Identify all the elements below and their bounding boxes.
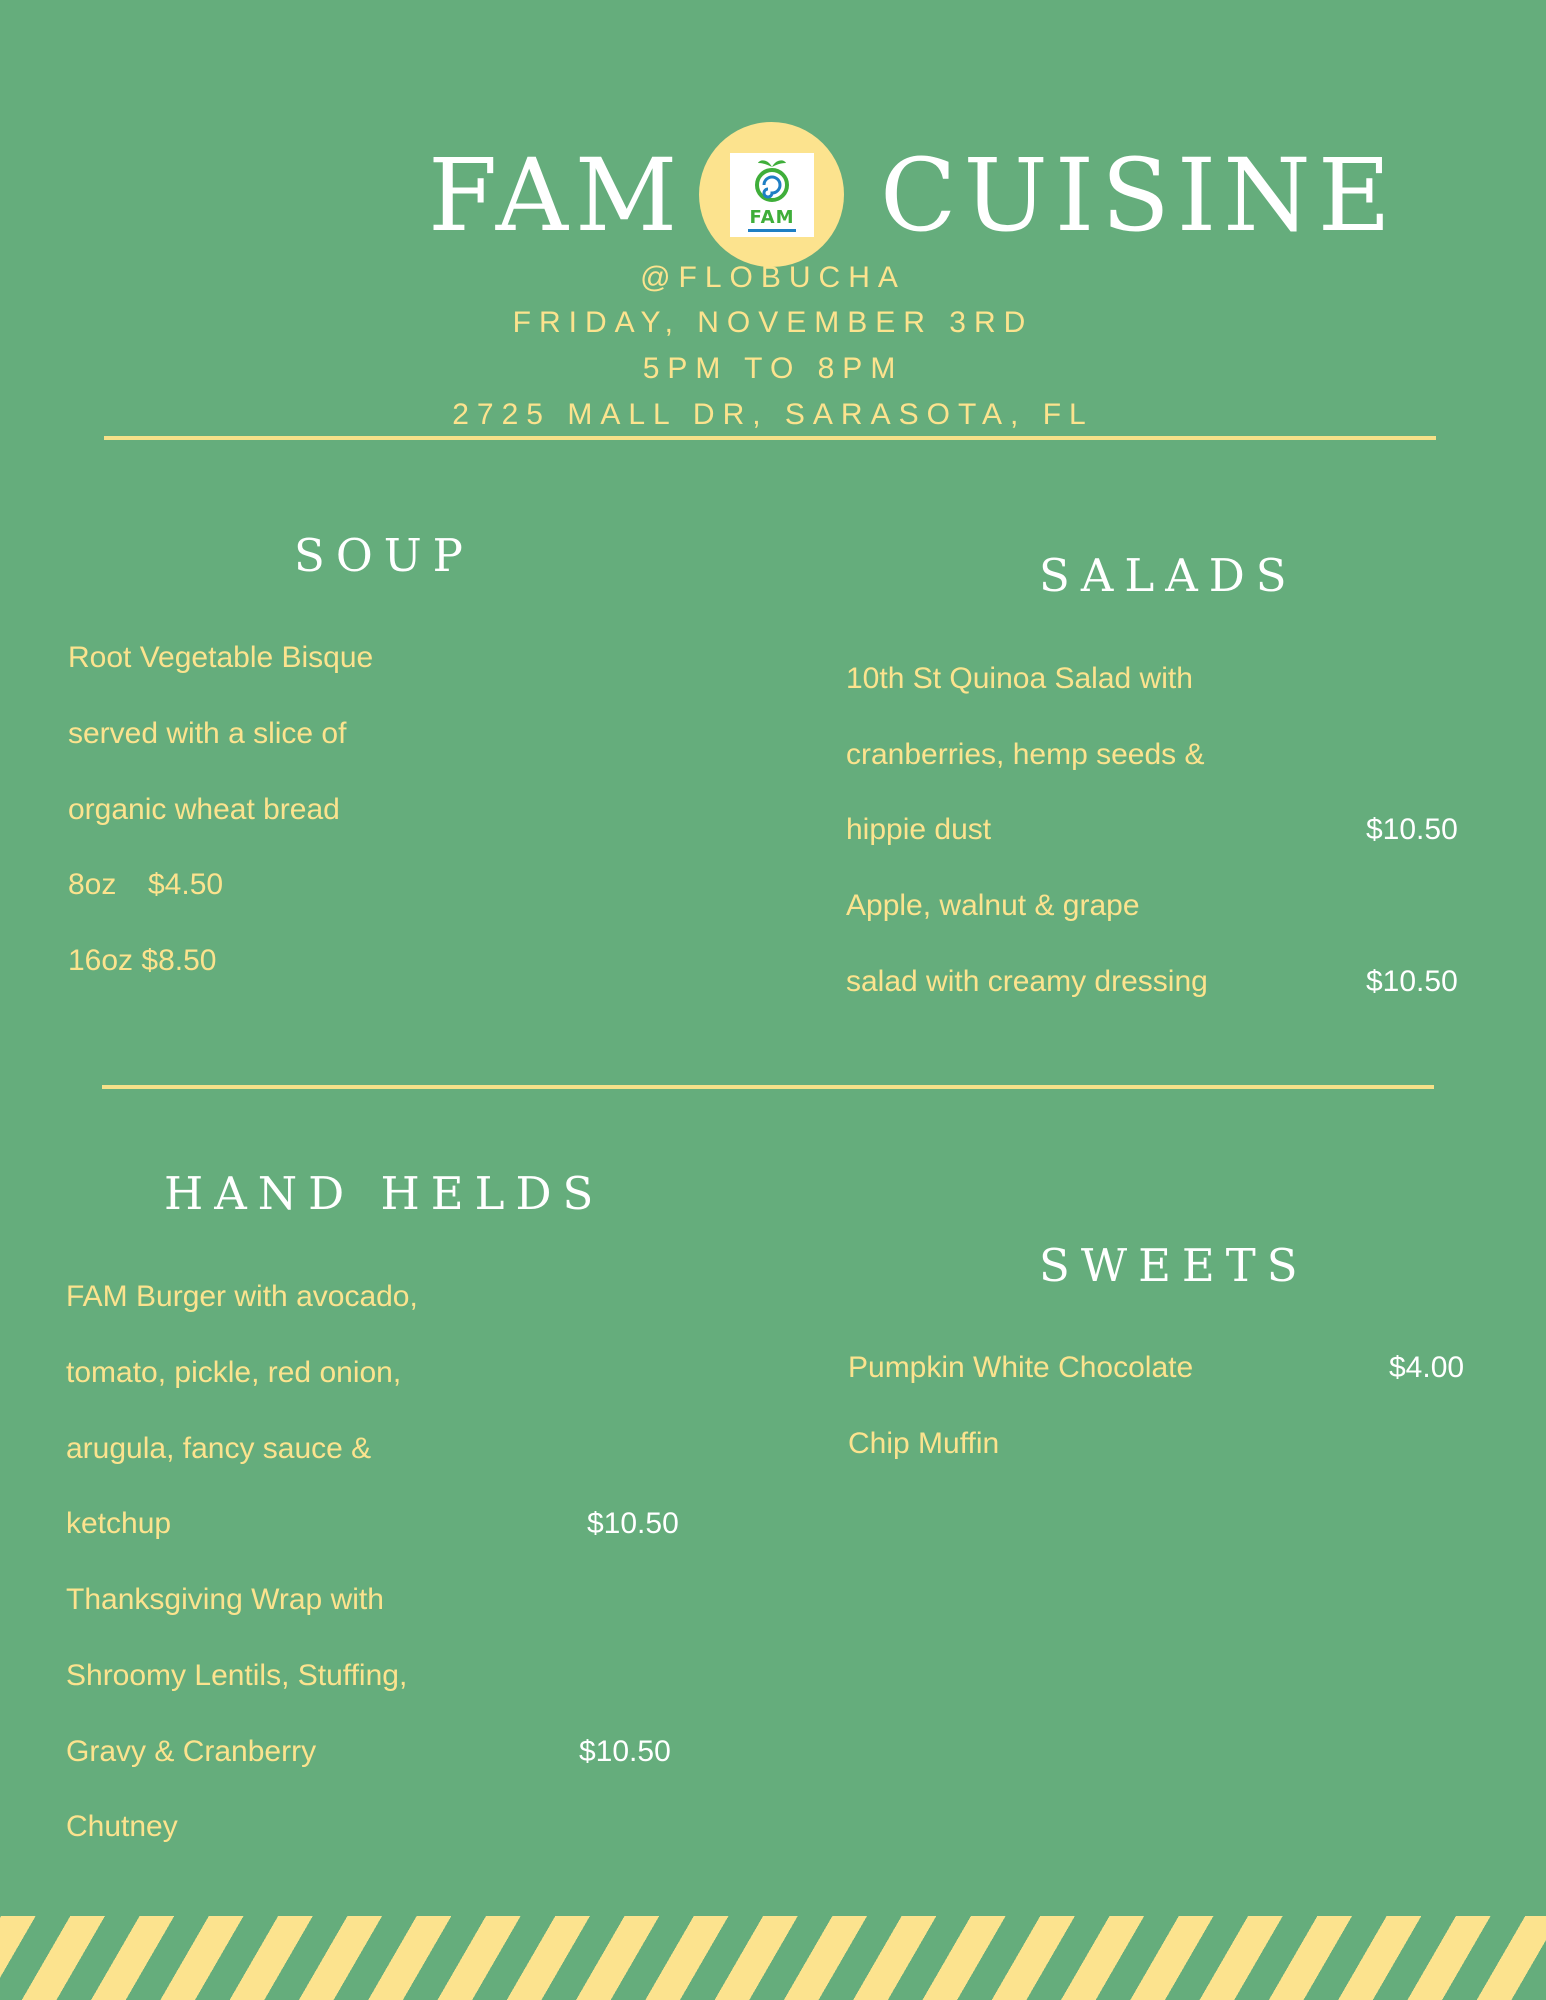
handheld-price: $10.50: [579, 1735, 671, 1768]
logo-text: FAM: [749, 207, 795, 228]
salad-line: Apple, walnut & grape: [846, 889, 1140, 922]
section-heading-salads: SALADS: [1039, 549, 1298, 602]
salad-line: hippie dust: [846, 813, 992, 846]
title-fam: FAM: [428, 137, 685, 254]
handheld-line: tomato, pickle, red onion,: [66, 1356, 402, 1389]
handle: @FLOBUCHA: [640, 261, 906, 294]
handheld-line: arugula, fancy sauce &: [66, 1432, 372, 1465]
logo-underline: [748, 229, 796, 232]
event-address: 2725 MALL DR, SARASOTA, FL: [452, 398, 1094, 431]
event-date: FRIDAY, NOVEMBER 3RD: [512, 306, 1034, 339]
handheld-price: $10.50: [587, 1507, 679, 1540]
soup-price-8oz: $4.50: [148, 868, 224, 901]
footer-stripes: [0, 1916, 1546, 2000]
handheld-line: FAM Burger with avocado,: [66, 1280, 418, 1313]
soup-size-16oz: 16oz $8.50: [68, 944, 217, 977]
handheld-line: Gravy & Cranberry: [66, 1735, 317, 1768]
header-divider: [104, 436, 1436, 440]
soup-line: Root Vegetable Bisque: [68, 641, 374, 674]
section-heading-soup: SOUP: [294, 529, 474, 582]
handheld-line: Shroomy Lentils, Stuffing,: [66, 1659, 408, 1692]
soup-size-8oz: 8oz: [68, 868, 117, 901]
section-heading-handhelds: HAND HELDS: [164, 1167, 605, 1220]
handheld-line: Chutney: [66, 1810, 178, 1843]
sweet-line: Pumpkin White Chocolate: [848, 1351, 1194, 1384]
handheld-line: ketchup: [66, 1507, 172, 1540]
sweet-line: Chip Muffin: [848, 1427, 1000, 1460]
salad-line: salad with creamy dressing: [846, 965, 1208, 998]
salad-line: 10th St Quinoa Salad with: [846, 662, 1193, 695]
soup-line: organic wheat bread: [68, 793, 340, 826]
fam-logo: [730, 153, 814, 237]
soup-line: served with a slice of: [68, 717, 347, 750]
salad-line: cranberries, hemp seeds &: [846, 738, 1205, 771]
title-cuisine: CUISINE: [880, 137, 1398, 254]
section-heading-sweets: SWEETS: [1039, 1239, 1309, 1292]
salad-price: $10.50: [1366, 965, 1458, 998]
middle-divider: [102, 1085, 1434, 1089]
salad-price: $10.50: [1366, 813, 1458, 846]
handheld-line: Thanksgiving Wrap with: [66, 1583, 384, 1616]
event-time: 5PM TO 8PM: [642, 352, 904, 385]
sweet-price: $4.00: [1389, 1351, 1465, 1384]
